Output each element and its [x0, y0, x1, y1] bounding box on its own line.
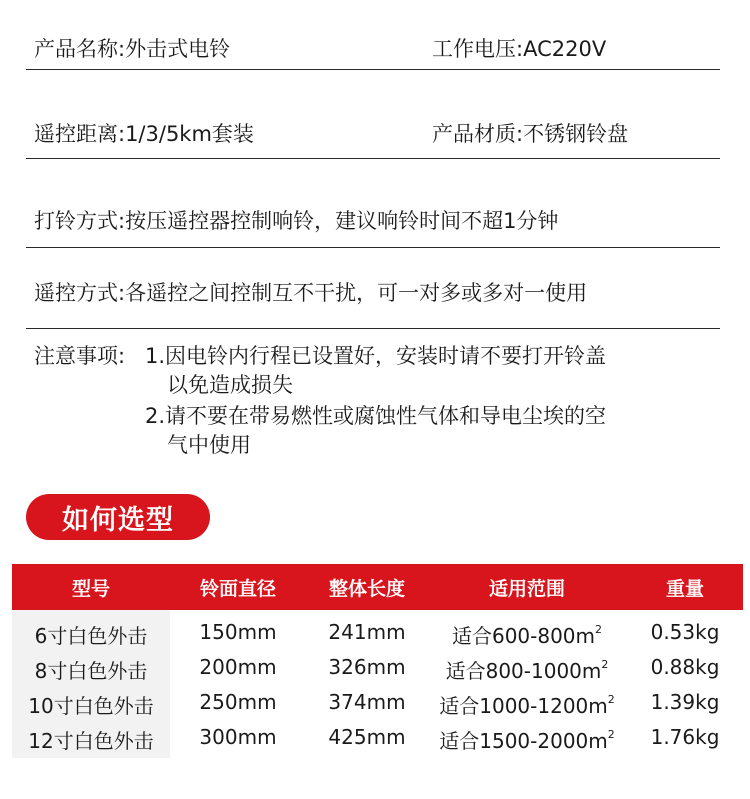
cell-area: 适合$1500-2000m^2$ — [439, 728, 615, 753]
header-diameter: 铃面直径 — [199, 578, 276, 600]
cell-weight: 0.88kg — [650, 655, 720, 679]
voltage-text: 工作电压:AC220V — [432, 37, 607, 61]
spec-row-name-voltage — [26, 0, 720, 70]
cell-weight: 1.39kg — [650, 690, 720, 714]
notes-label: 注意事项: — [34, 344, 126, 368]
table-row — [12, 649, 743, 684]
ring-method-text: 打铃方式:按压遥控器控制响铃，建议响铃时间不超1分钟 — [34, 209, 559, 233]
remote-range-text: 遥控距离:1/3/5km套装 — [34, 122, 254, 146]
cell-diameter: 200mm — [199, 655, 277, 679]
spec-row-remote-method — [26, 248, 720, 329]
cell-length: 326mm — [328, 655, 406, 679]
remote-method-text: 遥控方式:各遥控之间控制互不干扰，可一对多或多对一使用 — [34, 281, 588, 305]
cell-diameter: 250mm — [199, 690, 277, 714]
cell-area: 适合$600-800m^2$ — [451, 623, 603, 648]
cell-diameter: 150mm — [199, 620, 277, 644]
cell-length: 425mm — [328, 725, 406, 749]
cell-model: 8寸白色外击 — [34, 659, 148, 683]
note-item-2-cont: 气中使用 — [167, 433, 251, 457]
header-length: 整体长度 — [328, 578, 405, 600]
section-title: 如何选型 — [62, 504, 174, 536]
product-name-text: 产品名称:外击式电铃 — [34, 37, 231, 61]
cell-model: 6寸白色外击 — [34, 624, 148, 648]
note-item-1-cont: 以免造成损失 — [167, 373, 293, 397]
table-body — [12, 610, 743, 762]
material-text: 产品材质:不锈钢铃盘 — [432, 122, 629, 146]
cell-length: 241mm — [328, 620, 406, 644]
cell-length: 374mm — [328, 690, 406, 714]
header-model: 型号 — [71, 578, 110, 600]
header-area: 适用范围 — [488, 578, 565, 600]
cell-diameter: 300mm — [199, 725, 277, 749]
table-row — [12, 684, 743, 719]
note-item-2: 2.请不要在带易燃性或腐蚀性气体和导电尘埃的空 — [145, 404, 607, 428]
table-row — [12, 719, 743, 754]
cell-area: 适合$1000-1200m^2$ — [439, 693, 615, 718]
table-row — [12, 614, 743, 649]
spec-row-ring-method — [26, 159, 720, 248]
cell-weight: 1.76kg — [650, 725, 720, 749]
header-weight: 重量 — [665, 578, 704, 600]
table-header — [12, 564, 743, 610]
cell-area: 适合$800-1000m^2$ — [445, 658, 609, 683]
spec-row-range-material — [26, 70, 720, 159]
cell-model: 12寸白色外击 — [28, 729, 154, 753]
cell-weight: 0.53kg — [650, 620, 720, 644]
note-item-1: 1.因电铃内行程已设置好，安装时请不要打开铃盖 — [145, 344, 607, 368]
section-title-pill — [26, 494, 210, 540]
cell-model: 10寸白色外击 — [28, 694, 154, 718]
